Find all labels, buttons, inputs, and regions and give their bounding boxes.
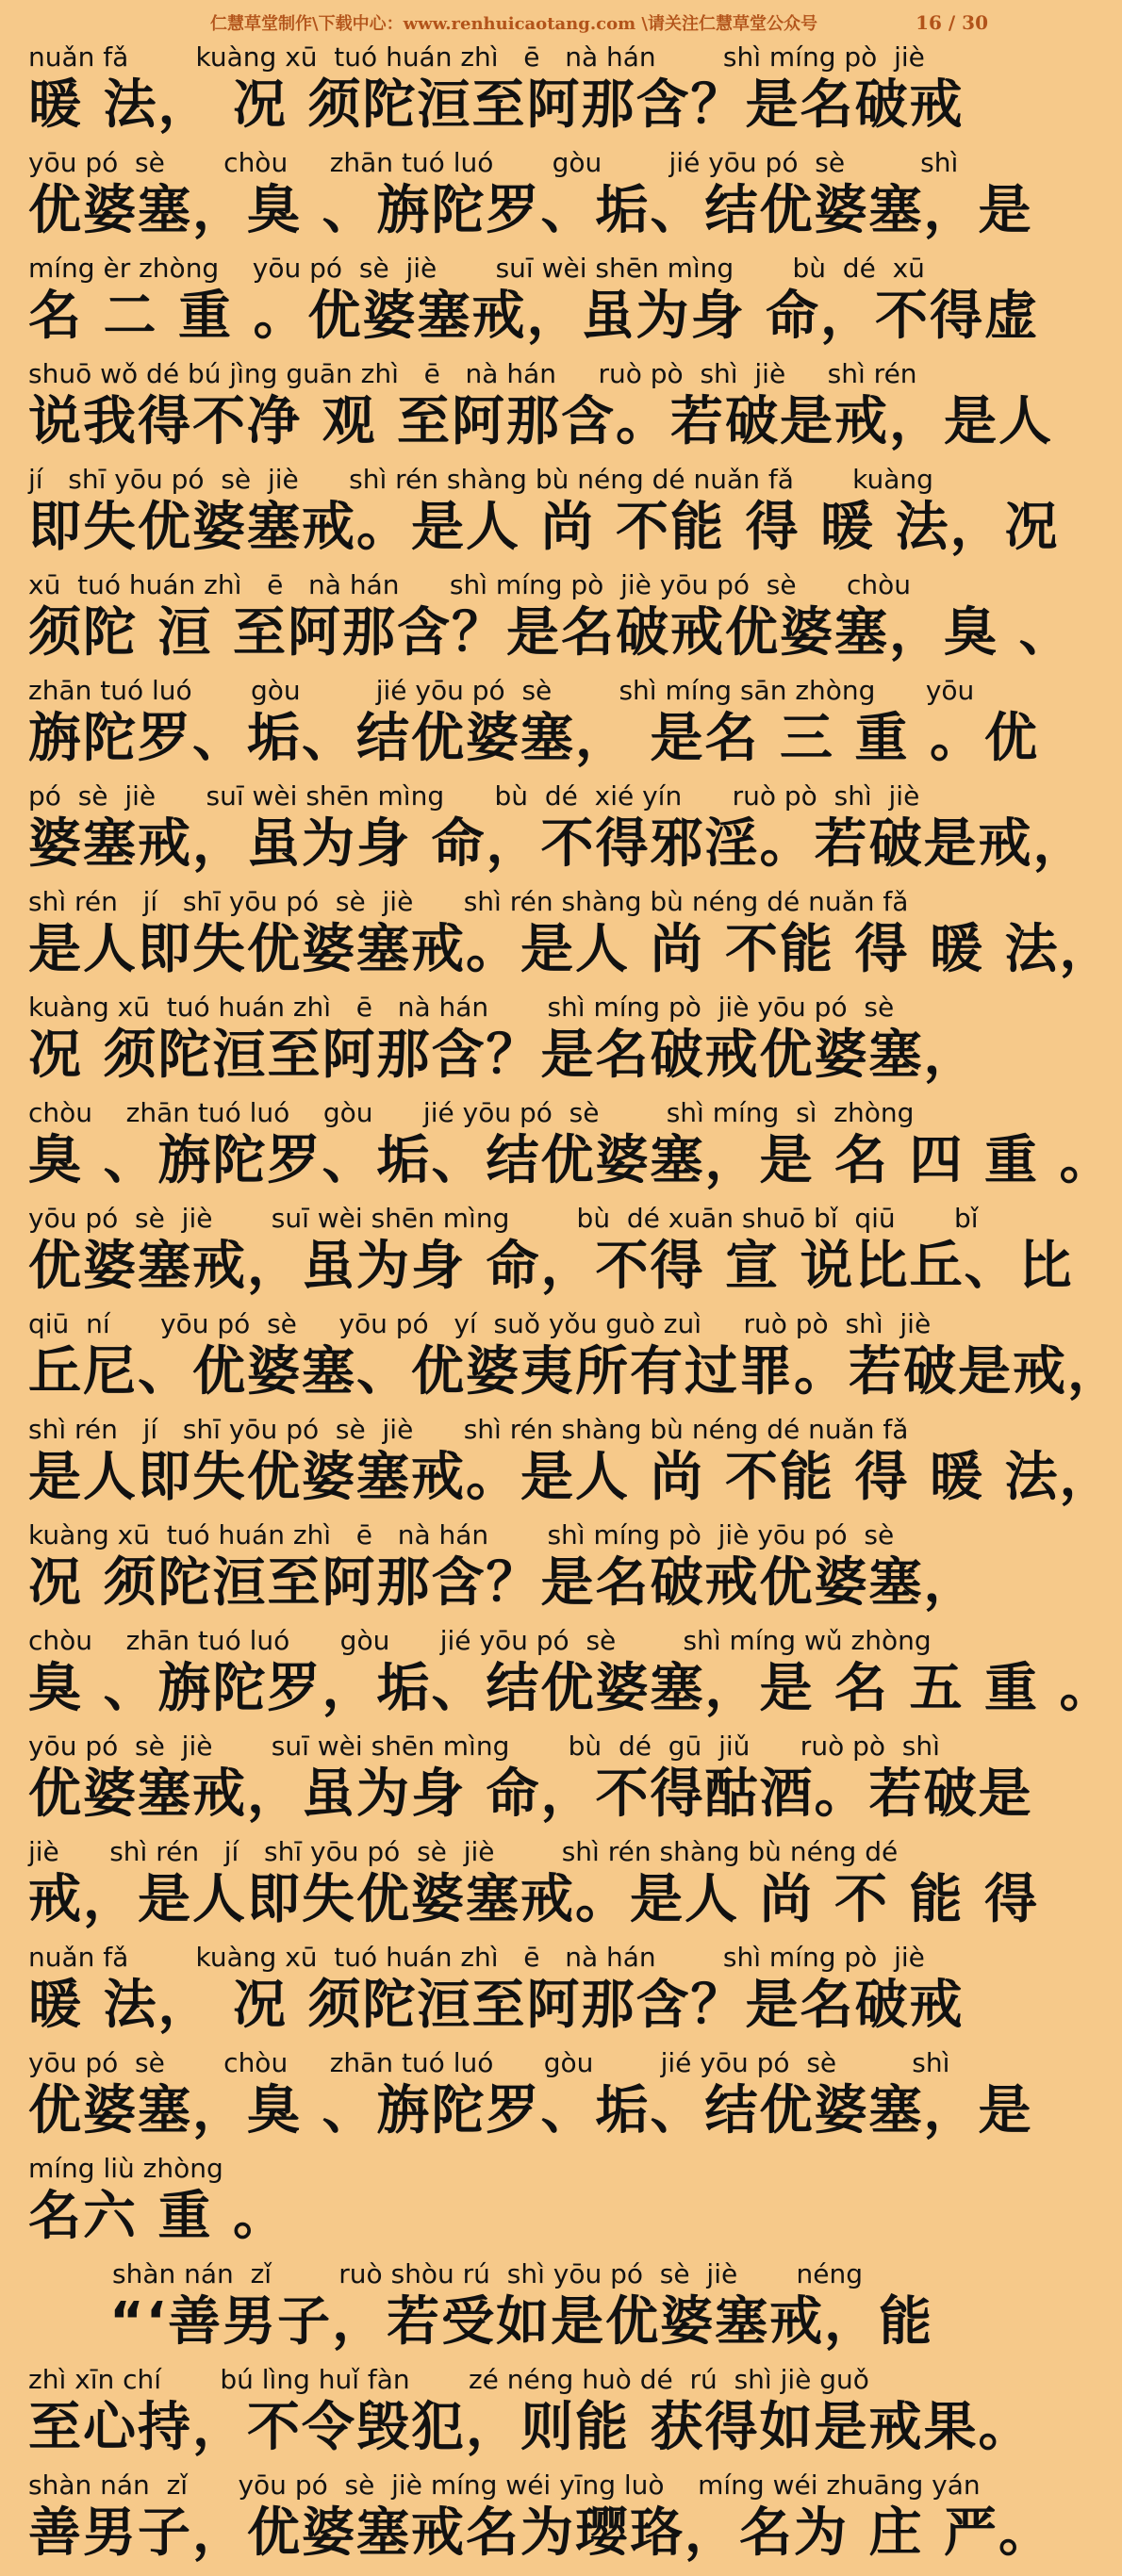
text-line: [28, 1519, 999, 1625]
text-line: [28, 41, 999, 147]
chinese-text: 善男子，优婆塞戒名为璎珞，名为 庄 严。: [28, 2502, 1053, 2564]
pinyin-annotation: chòu zhān tuó luó gòu jié yōu pó sè shì míng wǔ zhòng: [28, 1625, 932, 1656]
chinese-text: 名六 重 。: [28, 2186, 288, 2247]
text-line: [28, 1625, 1114, 1731]
chinese-text: 戒，是人即失优婆塞戒。是人 尚 不 能 得: [28, 1869, 1039, 1930]
text-line: [28, 2258, 999, 2364]
text-line: [28, 1731, 1033, 1836]
pinyin-annotation: yōu pó sè jiè suī wèi shēn mìng bù dé xuān shuō bǐ qiū bǐ: [28, 1203, 979, 1234]
chinese-text: 即失优婆塞戒。是人 尚 不能 得 暖 法，况: [28, 497, 1060, 558]
header-source-text: 仁慧草堂制作\下载中心：www.renhuicaotang.com \请关注仁慧草堂公众号: [210, 14, 817, 34]
chinese-text: 况 须陀洹至阿那含？是名破戒优婆塞，: [28, 1025, 979, 1086]
chinese-text: 名 二 重 。优婆塞戒，虽为身 命，不得虚: [28, 286, 1039, 347]
chinese-text: 暖 法， 况 须陀洹至阿那含？是名破戒: [28, 74, 965, 136]
pinyin-annotation: nuǎn fǎ kuàng xū tuó huán zhì ē nà hán shì míng pò jiè: [28, 1942, 925, 1973]
pinyin-annotation: kuàng xū tuó huán zhì ē nà hán shì míng pò jiè yōu pó sè: [28, 1519, 895, 1551]
text-line: [28, 675, 1039, 780]
text-line: [28, 1836, 1039, 1942]
pinyin-annotation: jí shī yōu pó sè jiè shì rén shàng bù néng dé nuǎn fǎ kuàng: [28, 464, 933, 495]
chinese-text: 优婆塞，臭 、旃陀罗、垢、结优婆塞，是: [28, 180, 1033, 241]
text-line: [28, 147, 1033, 253]
text-line: [28, 253, 1039, 358]
page-number: 16 / 30: [916, 11, 988, 34]
pinyin-annotation: shuō wǒ dé bú jìng guān zhì ē nà hán ruò pò shì jiè shì rén: [28, 358, 917, 389]
text-line: [28, 1414, 1114, 1519]
pinyin-annotation: shì rén jí shī yōu pó sè jiè shì rén shàng bù néng dé nuǎn fǎ: [28, 886, 909, 917]
pinyin-annotation: pó sè jiè suī wèi shēn mìng bù dé xié yín ruò pò shì jiè: [28, 780, 920, 812]
pinyin-annotation: shàn nán zǐ ruò shòu rú shì yōu pó sè jiè néng: [28, 2258, 863, 2289]
pinyin-annotation: xū tuó huán zhì ē nà hán shì míng pò jiè yōu pó sè chòu: [28, 569, 912, 600]
text-line: [28, 2469, 1053, 2575]
pinyin-annotation: míng liù zhòng: [28, 2153, 223, 2184]
text-line: [28, 1942, 999, 2047]
chinese-text: 臭 、旃陀罗，垢、结优婆塞，是 名 五 重 。: [28, 1658, 1114, 1719]
text-line: [28, 780, 1088, 886]
pinyin-annotation: yōu pó sè jiè suī wèi shēn mìng bù dé gū jiǔ ruò pò shì: [28, 1731, 940, 1762]
chinese-text: “‘善男子，若受如是优婆塞戒，能: [28, 2291, 934, 2353]
chinese-text: 况 须陀洹至阿那含？是名破戒优婆塞，: [28, 1552, 979, 1614]
pinyin-annotation: yōu pó sè chòu zhān tuó luó gòu jié yōu pó sè shì: [28, 2047, 950, 2078]
text-line: [28, 1203, 1074, 1308]
pinyin-annotation: chòu zhān tuó luó gòu jié yōu pó sè shì míng sì zhòng: [28, 1097, 915, 1128]
pinyin-annotation: kuàng xū tuó huán zhì ē nà hán shì míng pò jiè yōu pó sè: [28, 992, 895, 1023]
pinyin-annotation: nuǎn fǎ kuàng xū tuó huán zhì ē nà hán shì míng pò jiè: [28, 41, 925, 73]
text-body: [28, 41, 1122, 2575]
pinyin-annotation: zhān tuó luó gòu jié yōu pó sè shì míng sān zhòng yōu: [28, 675, 975, 706]
page-header: [28, 9, 999, 36]
chinese-text: 丘尼、优婆塞、优婆夷所有过罪。若破是戒，: [28, 1341, 1122, 1403]
text-line: [28, 569, 1074, 675]
pinyin-annotation: zhì xīn chí bú lìng huǐ fàn zé néng huò dé rú shì jiè guǒ: [28, 2364, 869, 2395]
pinyin-annotation: shàn nán zǐ yōu pó sè jiè míng wéi yīng luò míng wéi zhuāng yán: [28, 2469, 981, 2501]
text-line: [28, 2153, 999, 2258]
text-line: [28, 2047, 1033, 2153]
text-line: [28, 1097, 1114, 1203]
chinese-text: 至心持，不令毁犯，则能 获得如是戒果。: [28, 2397, 1033, 2458]
chinese-text: 旃陀罗、垢、结优婆塞， 是名 三 重 。优: [28, 708, 1039, 769]
pinyin-annotation: qiū ní yōu pó sè yōu pó yí suǒ yǒu guò zuì ruò pò shì jiè: [28, 1308, 932, 1339]
chinese-text: 优婆塞戒，虽为身 命，不得 宣 说比丘、比: [28, 1236, 1074, 1297]
chinese-text: 暖 法， 况 须陀洹至阿那含？是名破戒: [28, 1975, 965, 2036]
text-line: [28, 2364, 1033, 2469]
chinese-text: 说我得不净 观 至阿那含。若破是戒，是人: [28, 391, 1053, 452]
chinese-text: 臭 、旃陀罗、垢、结优婆塞，是 名 四 重 。: [28, 1130, 1114, 1191]
chinese-text: 优婆塞，臭 、旃陀罗、垢、结优婆塞，是: [28, 2080, 1033, 2141]
chinese-text: 是人即失优婆塞戒。是人 尚 不能 得 暖 法，: [28, 919, 1114, 980]
chinese-text: 优婆塞戒，虽为身 命，不得酤酒。若破是: [28, 1764, 1033, 1825]
chinese-text: 须陀 洹 至阿那含？是名破戒优婆塞，臭 、: [28, 602, 1074, 664]
pinyin-annotation: shì rén jí shī yōu pó sè jiè shì rén shàng bù néng dé nuǎn fǎ: [28, 1414, 909, 1445]
text-line: [28, 886, 1114, 992]
pinyin-annotation: jiè shì rén jí shī yōu pó sè jiè shì rén shàng bù néng dé: [28, 1836, 899, 1867]
chinese-text: 是人即失优婆塞戒。是人 尚 不能 得 暖 法，: [28, 1447, 1114, 1508]
text-line: [28, 464, 1060, 569]
chinese-text: 婆塞戒，虽为身 命，不得邪淫。若破是戒，: [28, 813, 1088, 875]
pinyin-annotation: yōu pó sè chòu zhān tuó luó gòu jié yōu pó sè shì: [28, 147, 959, 178]
text-line: [28, 358, 1053, 464]
text-line: [28, 992, 999, 1097]
pinyin-annotation: míng èr zhòng yōu pó sè jiè suī wèi shēn mìng bù dé xū: [28, 253, 925, 284]
text-line: [28, 1308, 1122, 1414]
